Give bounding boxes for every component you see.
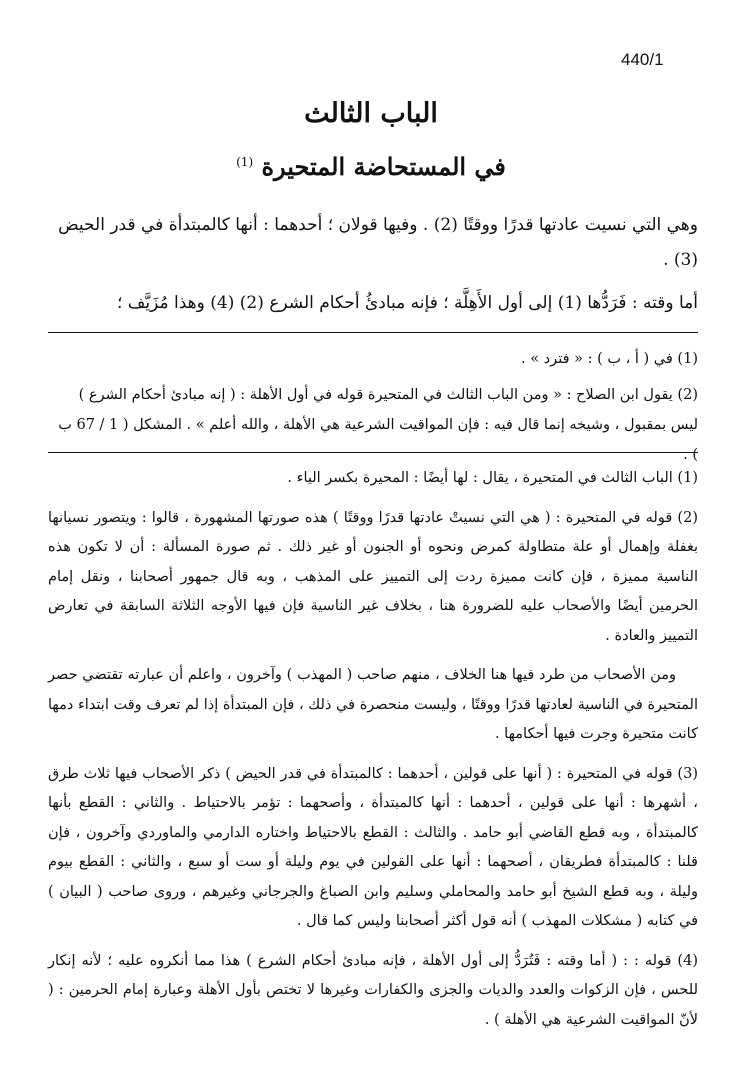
commentary-footnote-3: (3) قوله في المتحيرة : ( أنها على قولين ، أحدهما : كالمبتدأة في قدر الحيض ) ذكر الأصحاب فيها ثلاث طرق ، أشهرها : أنها على قولين ، أحدهما : أنها كالمبتدأة ، وأصحهما : تؤمر بالاحتياط . والثاني : القطع بأنها كالمبتدأة ، وبه قطع القاضي أبو حامد . والثالث : القطع بالاحتياط واختاره الدارمي والماوردي وآخرون ، فإن قلنا : كالمبتدأة فطريقان ، أصحهما : أنها على القولين في يوم وليلة أو ست أو سبع ، والثاني : القطع بيوم وليلة ، وبه قطع الشيخ أبو حامد والمحاملي وسليم وابن الصباغ والجرجاني وغيرهم ، وروى صاحب ( البيان ) في كتابه ( مشكلات المهذب ) أنه قول أكثر أصحابنا وليس كما قال . <box>48 765 698 929</box>
main-paragraph-2: أما وقته : فَرَدُّها (1) إلى أول الأَهِلَّة ؛ فإنه مبادئُ أحكام الشرع (2) (4) وهذا مُزَيَّف ؛ <box>117 293 698 313</box>
commentary-footnote-1: (1) الباب الثالث في المتحيرة ، يقال : لها أيضًا : المحيرة بكسر الياء . <box>287 470 698 486</box>
commentary-footnote-4: (4) قوله : : ( أما وقته : فَتُرَدُّ إلى أول الأهلة ، فإنه مبادئ أحكام الشرع ) هذا مما أنكروه عليه ؛ لأنه إنكار للحس ، فإن الزكوات والعدد والديات والجزى والكفارات وغيرها لا تختص بأول الأهلة وعبارة إمام الحرمين : ( لأنّ المواقيت الشرعية هي الأهلة ) . <box>48 952 698 1028</box>
chapter-subtitle-text: في المستحاضة المتحيرة <box>261 152 506 181</box>
commentary-footnotes <box>48 464 698 1045</box>
main-paragraph-1: وهي التي نسيت عادتها قدرًا ووقتًا (2) . وفيها قولان ؛ أحدهما : أنها كالمبتدأة في قدر الحيض (3) . <box>58 215 698 270</box>
page-number: 440/1 <box>621 50 664 69</box>
manuscript-footnote-2: (2) يقول ابن الصلاح : « ومن الباب الثالث في المتحيرة قوله في أول الأهلة : ( إنه مبادئ أحكام الشرع ) ليس بمقبول ، وشيخه إنما قال فيه : فإن المواقيت الشرعية هي الأهلة ، والله أعلم » . المشكل ( 1 / 67 ب ) . <box>58 387 698 463</box>
main-text <box>48 208 698 321</box>
chapter-subtitle <box>0 152 742 181</box>
manuscript-footnote-1: (1) في ( أ ، ب ) : « فترد » . <box>521 351 698 367</box>
commentary-footnote-2: (2) قوله في المتحيرة : ( هي التي نسيتْ عادتها قدرًا ووقتًا ) هذه صورتها المشهورة ، قالوا : ويتصور نسيانها بغفلة وإهمال أو علة متطاولة كمرض ونحوه أو الجنون أو غير ذلك . ثم صورة المسألة : أن لا تكون هذه الناسية مميزة ، فإن كانت مميزة ردت إلى التمييز على المذهب ، وبه قال جمهور أصحابنا ، ونقل إمام الحرمين أيضًا والأصحاب عليه للضرورة هنا ، بخلاف غير الناسية فإن فيها الأوجه الثلاثة السابقة في تعارض التمييز والعادة . <box>48 509 698 644</box>
manuscript-footnotes <box>48 344 698 476</box>
footnote-separator-1 <box>48 332 698 333</box>
subtitle-footnote-ref: (1) <box>236 155 254 169</box>
commentary-footnote-2-continued: ومن الأصحاب من طرد فيها هنا الخلاف ، منهم صاحب ( المهذب ) وآخرون ، واعلم أن عبارته تقتضي حصر المتحيرة في الناسية لعادتها قدرًا ووقتًا ، وليست منحصرة في ذلك ، فإن المبتدأة إذا لم تعرف وقت ابتداء دمها كانت متحيرة وجرت فيها أحكامها . <box>48 667 698 742</box>
footnote-separator-2 <box>48 452 698 453</box>
chapter-title: الباب الثالث <box>304 98 438 129</box>
